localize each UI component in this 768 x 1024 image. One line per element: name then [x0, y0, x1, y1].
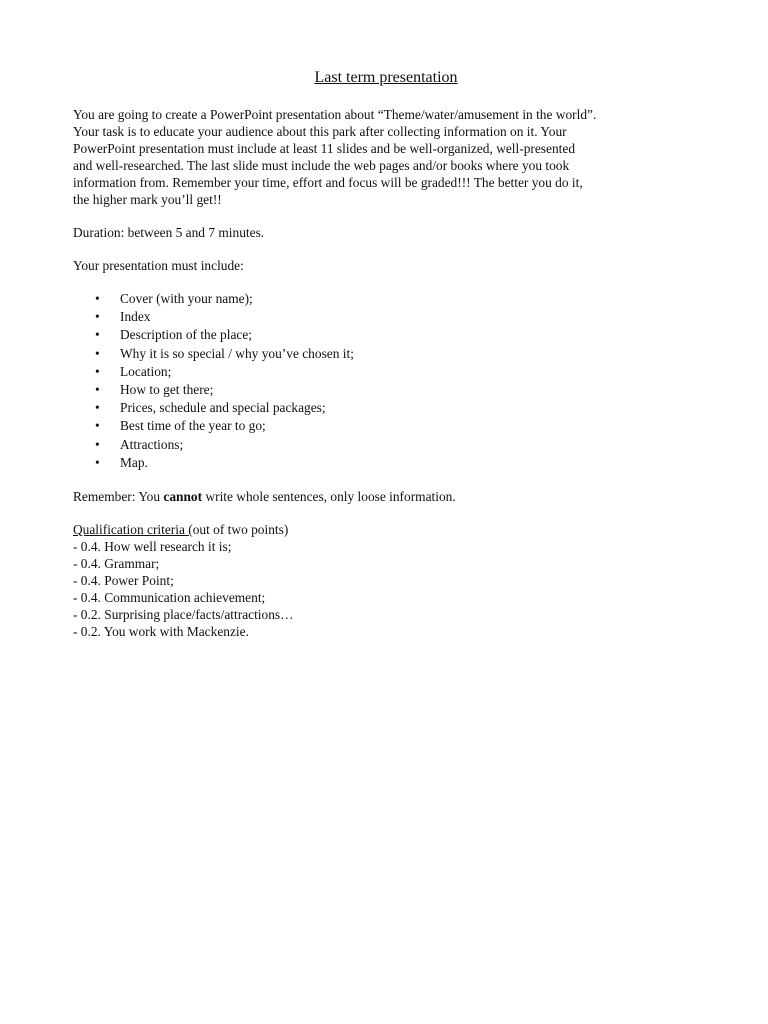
criteria-item: - 0.4. How well research it is; — [73, 538, 232, 554]
bullet-icon: • — [95, 363, 100, 379]
intro-line: the higher mark you’ll get!! — [73, 192, 222, 207]
list-item — [73, 308, 693, 326]
include-heading: Your presentation must include: — [73, 258, 244, 273]
bullet-icon: • — [95, 454, 100, 470]
intro-paragraph — [73, 106, 693, 208]
bullet-icon: • — [95, 418, 100, 434]
list-item-text: Location; — [120, 363, 172, 379]
include-list — [73, 290, 693, 472]
intro-line: You are going to create a PowerPoint presentation about “Theme/water/amusement in the world”. — [73, 107, 597, 122]
list-item — [73, 454, 693, 472]
list-item-text: Prices, schedule and special packages; — [120, 400, 326, 416]
bullet-icon: • — [95, 309, 100, 325]
list-item-text: Why it is so special / why you’ve chosen it; — [120, 345, 354, 361]
list-item-text: Best time of the year to go; — [120, 418, 266, 434]
list-item — [73, 326, 693, 344]
list-item-text: Index — [120, 309, 151, 325]
criteria-heading — [73, 521, 693, 538]
remember-note — [73, 488, 693, 505]
bullet-icon: • — [95, 291, 100, 306]
bullet-icon: • — [95, 327, 100, 343]
remember-text-after: write whole sentences, only loose information. — [202, 488, 456, 504]
intro-line: PowerPoint presentation must include at least 11 slides and be well-organized, well-presented — [73, 141, 576, 156]
list-item-text: Description of the place; — [120, 327, 252, 343]
document-page — [73, 68, 693, 640]
remember-text-before: Remember: You — [73, 488, 164, 504]
intro-line: Your task is to educate your audience about this park after collecting information on it. Your — [73, 124, 567, 139]
criteria-item: - 0.2. You work with Mackenzie. — [73, 623, 249, 639]
bullet-icon: • — [95, 381, 100, 397]
criteria-heading-rest: out of two points) — [192, 521, 289, 537]
criteria-item: - 0.2. Surprising place/facts/attractions… — [73, 606, 294, 622]
list-item-text: Cover (with your name); — [120, 291, 253, 306]
list-item-text: Map. — [120, 454, 148, 470]
document-title: Last term presentation — [314, 69, 458, 86]
list-item — [73, 417, 693, 435]
bullet-icon: • — [95, 436, 100, 452]
list-item — [73, 290, 693, 308]
bullet-icon: • — [95, 400, 100, 416]
list-item — [73, 363, 693, 381]
intro-line: and well-researched. The last slide must include the web pages and/or books where you took — [73, 158, 570, 173]
criteria-item: - 0.4. Grammar; — [73, 555, 160, 571]
list-item — [73, 436, 693, 454]
list-item — [73, 345, 693, 363]
intro-line: information from. Remember your time, effort and focus will be graded!!! The better you do it, — [73, 175, 583, 190]
duration-line: Duration: between 5 and 7 minutes. — [73, 225, 265, 240]
list-item-text: How to get there; — [120, 381, 214, 397]
criteria-heading-underlined: Qualification criteria ( — [73, 521, 193, 537]
bullet-icon: • — [95, 345, 100, 361]
remember-emphasis: cannot — [163, 488, 203, 504]
criteria-item: - 0.4. Communication achievement; — [73, 589, 266, 605]
list-item — [73, 399, 693, 417]
list-item — [73, 381, 693, 399]
list-item-text: Attractions; — [120, 436, 184, 452]
criteria-item: - 0.4. Power Point; — [73, 572, 174, 588]
